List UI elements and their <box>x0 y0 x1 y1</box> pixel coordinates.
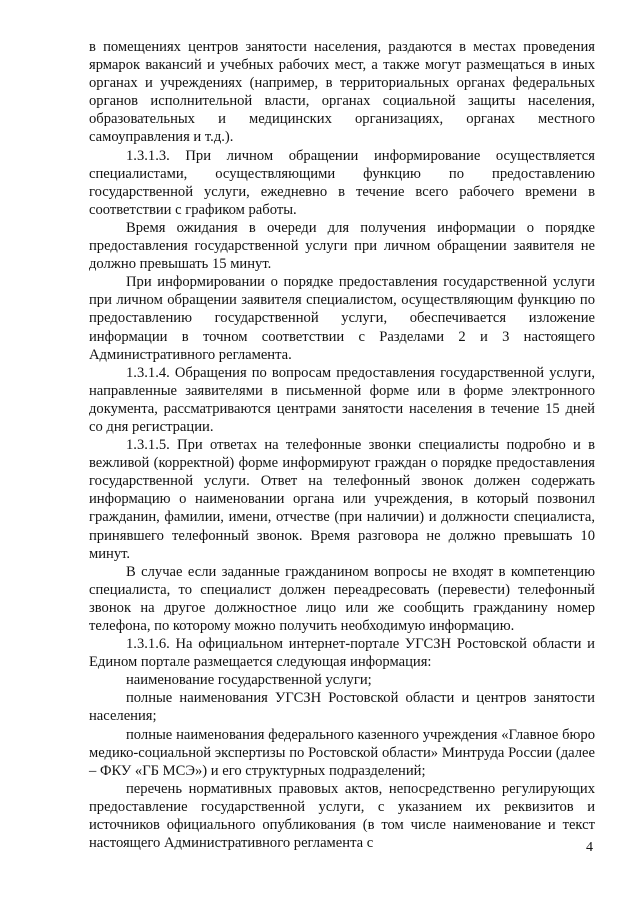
paragraph-1-3-1-5: 1.3.1.5. При ответах на телефонные звонки специалисты подробно и в вежливой (корректной) форме информируют граждан о порядке предоставления государственной услуги. Ответ на телефонный звонок должен содержать информацию о наименовании органа или учреждения, в который позвонил гражданин, фамилии, имени, отчестве (при наличии) и должности специалиста, принявшего телефонный звонок. Время разговора не должно превышать 10 минут. <box>89 437 595 562</box>
list-item-organization-names: полные наименования УГСЗН Ростовской области и центров занятости населения; <box>89 690 595 725</box>
paragraph-1-3-1-3: 1.3.1.3. При личном обращении информирование осуществляется специалистами, осуществляющими функцию по предоставлению государственной услуги, ежедневно в течение всего рабочего времени в соответствии с графиком работы. <box>89 147 595 218</box>
page-number: 4 <box>586 840 593 855</box>
paragraph-1-3-1-4: 1.3.1.4. Обращения по вопросам предоставления государственной услуги, направленные заявителями в письменной форме или в форме электронного документа, рассматриваются центрами занятости населения в течение 15 дней со дня регистрации. <box>89 364 595 435</box>
paragraph-redirect-call: В случае если заданные гражданином вопросы не входят в компетенцию специалиста, то специалист должен переадресовать (перевести) телефонный звонок на другое должностное лицо или же сообщить гражданину номер телефона, по которому можно получить необходимую информацию. <box>89 563 595 634</box>
list-item-regulatory-acts: перечень нормативных правовых актов, непосредственно регулирующих предоставление государственной услуги, с указанием их реквизитов и источников официального опубликования (в том числе наименование и текст настоящего Административного регламента с <box>89 780 595 852</box>
paragraph-1-3-1-6: 1.3.1.6. На официальном интернет-портале УГСЗН Ростовской области и Едином портале размещается следующая информация: <box>89 636 595 671</box>
document-body <box>89 38 595 852</box>
list-item-fku-names: полные наименования федерального казенного учреждения «Главное бюро медико-социальной экспертизы по Ростовской области» Минтруда России (далее – ФКУ «ГБ МСЭ») и его структурных подразделений; <box>89 726 595 779</box>
paragraph-informing-order: При информировании о порядке предоставления государственной услуги при личном обращении заявителя специалистом, осуществляющим функцию по предоставлению государственной услуги, обеспечивается изложение информации в точном соответствии с Разделами 2 и 3 настоящего Административного регламента. <box>89 274 595 363</box>
paragraph-waiting-time: Время ожидания в очереди для получения информации о порядке предоставления государственной услуги при личном обращении заявителя не должно превышать 15 минут. <box>89 219 595 273</box>
list-item-service-name: наименование государственной услуги; <box>126 672 372 689</box>
paragraph-distribution-places: в помещениях центров занятости населения, раздаются в местах проведения ярмарок вакансий и учебных рабочих мест, а также могут размещаться в иных органах и учреждениях (например, в территориальных органах федеральных органов исполнительной власти, органах социальной защиты населения, образовательных и медицинских организациях, органах местного самоуправления и т.д.). <box>89 39 595 146</box>
